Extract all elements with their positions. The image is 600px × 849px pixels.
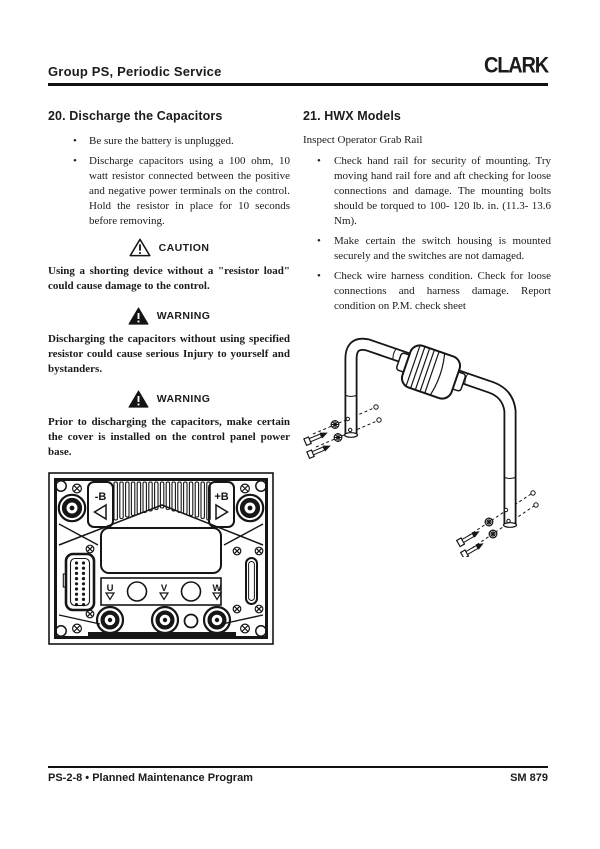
warning-header [48,307,290,325]
grab-rail-drawing [300,331,545,557]
phase-terminal-u [97,607,123,633]
caution-text: Using a shorting device without a "resistor load" could cause damage to the control. [48,265,290,292]
clark-logo: CLARK [484,53,548,78]
warning-header [48,390,290,408]
caution-triangle-icon [129,238,151,257]
section-20-heading: 20. Discharge the Capacitors [48,109,223,123]
phase-v-label: V [160,583,168,594]
neg-terminal-label: -B [94,491,107,503]
warning-text: Discharging the capacitors without using specified resistor could cause serious Injury to yourself and bystanders. [48,333,290,375]
footer-page-id: PS-2-8 • Planned Maintenance Program [48,772,253,784]
washer-icon [331,421,342,442]
warning-triangle-icon [128,307,149,325]
section-21-bullets [303,154,552,314]
left-column [48,104,290,645]
phase-terminal-w [204,607,230,633]
phase-u-label: U [106,583,114,594]
two-column-body [48,104,552,645]
warning-text: Prior to discharging the capacitors, make certain the cover is installed on the control panel power base. [48,416,290,458]
section-21-heading: 21. HWX Models [303,109,401,123]
list-item: • Check hand rail for security of mounting. Try moving hand rail fore and aft checking for loose connections and damage. The mounting bolts should be torqued to 100- 120 lb. in. (11.3- 13.6 Nm). [303,154,552,229]
phase-w-label: W [212,583,222,594]
warning-label: WARNING [156,310,211,322]
list-item: • Discharge capacitors using a 100 ohm, 10 watt resistor connected between the positive and negative power terminals on the control. Hold the resistor in place for 10 seconds before removing. [48,154,290,229]
section-21-subheading: Inspect Operator Grab Rail [303,134,423,146]
control-panel-drawing [48,472,274,645]
negative-terminal [59,495,85,521]
list-item: • Be sure the battery is unplugged. [48,134,290,149]
warning-triangle-icon [128,390,149,408]
pos-terminal-label: +B [214,491,229,503]
page-header [48,54,548,86]
switch-housing [392,340,471,404]
header-title: Group PS, Periodic Service [48,64,222,79]
footer-manual-number: SM 879 [510,772,548,784]
grab-rail-figure [300,331,552,557]
bolt-icon [307,442,332,458]
positive-terminal [237,495,263,521]
bolt-icon [304,429,329,445]
list-item: • Make certain the switch housing is mounted securely and the switches are not damaged. [303,234,552,264]
warning-label: WARNING [156,393,211,405]
washer-icon [485,518,497,538]
list-item: • Check wire harness condition. Check for loose connections and harness damage. Report condition on P.M. check sheet [303,269,552,314]
phase-terminal-v [152,607,178,633]
section-20-bullets [48,134,290,229]
right-column [303,104,552,645]
caution-label: CAUTION [158,241,210,254]
caution-header [48,238,290,257]
page-footer [48,766,548,784]
control-panel-figure [48,472,290,645]
